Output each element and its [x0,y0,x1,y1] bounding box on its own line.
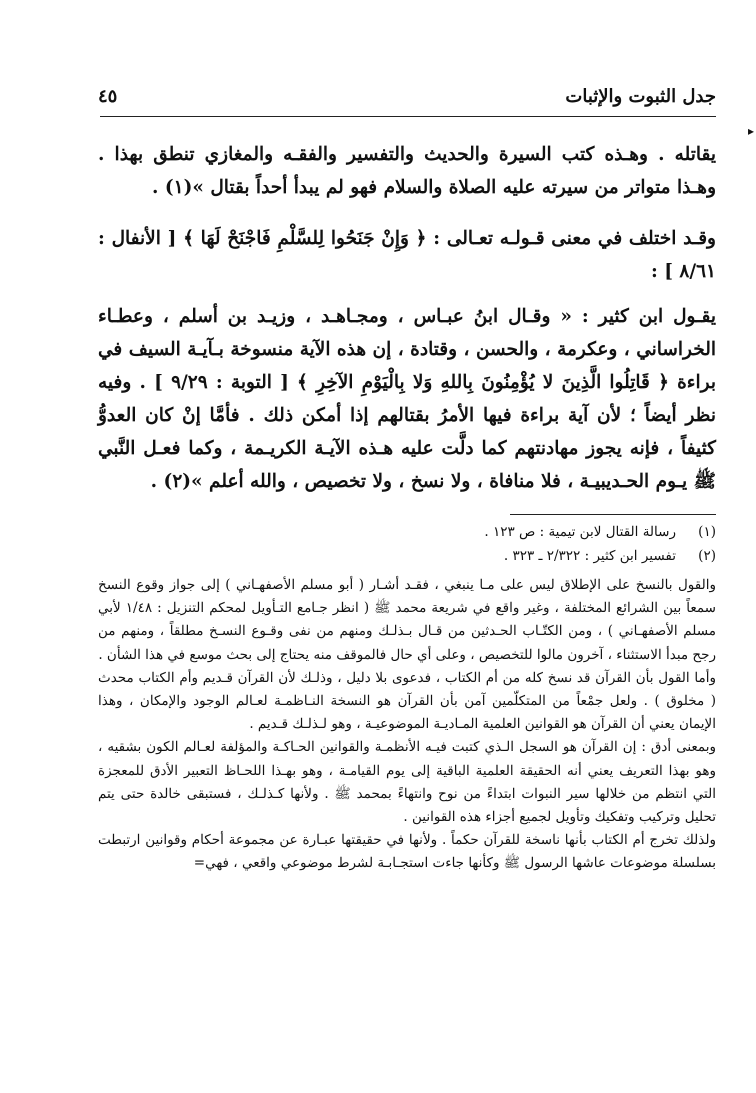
header-rule [100,116,716,117]
footnote-number: (١) [698,524,716,540]
footnote-separator [510,514,716,515]
footnote-text: رسالة القتال لابن تيمية : ص ١٢٣ . [484,524,676,540]
margin-mark: ▸ [748,124,755,138]
footnote-item [98,520,716,544]
footnote-paragraph: والقول بالنسخ على الإطلاق ليس على مـا ينبغي ، فقـد أشـار ( أبو مسلم الأصفهـاني ) إلى جواز وقوع النسخ سمعاً بين الشرائع المختلفة ، وغير واقع في شريعة محمد ﷺ ( انظر جـامع التـأويل لمحكم التنزيل : ١/٤٨ لأبي مسلم الأصفهـاني ) ، ومن الكتّـاب الحـدثين من قـال بـذلـك ومنهم من نفى وقـوع النسـخ مطلقاً ، ومنهم من رجح مبدأ الاستثناء ، آخرون مالوا للتخصيص ، وعلى أي حال فالموقف منه يحتاج إلى بحث موسع في هذا الشأن . [98,577,716,663]
footnote-paragraph: وأما القول بأن القرآن قد نسخ كله من أم الكتاب ، فدعوى بلا دليل ، وذلـك لأن القرآن قـديم وأم الكتاب محدث ( مخلوق ) . ولعل جمْعاً من المتكلّمين آمن بأن القرآن هو النسخة النـاظمـة لعـالم الوجود والإمكان ، وهذا الإيمان يعني أن القرآن هو القوانين العلمية المـاديـة الموضوعيـة ، وهو لـذلـك قـديم . [98,669,716,733]
footnote-commentary [98,574,716,876]
footnote-paragraph: وبمعنى أدق : إن القرآن هو السجل الـذي كتبت فيـه الأنظمـة والقوانين الحـاكـة والمؤلفة لعـالم الكون بشقيه ، وهو بهذا التعريف يعني أنه الحقيقة العلمية الباقية إلى يوم القيامـة ، وهو بهـذا اللحـاظ التعبير الأدق للمعجزة التي انتظم من خلالها سير النبوات ابتداءً من نوح وانتهاءً بمحمد ﷺ . ولأنها كـذلـك ، فستبقى خالدة حتى يتم تحليل وتركيب وتفكيك وتأويل لجميع أجزاء هذه القوانين . [98,739,716,826]
page-number: ٤٥ [98,86,118,107]
footnote-list [98,520,716,568]
header-title: جدل الثبوت والإثبات [565,86,716,107]
footnote-text: تفسير ابن كثير : ٢/٣٢٢ ـ ٣٢٣ . [503,548,676,564]
footnote-paragraph: ولذلك تخرج أم الكتاب بأنها ناسخة للقرآن حكماً . ولأنها في حقيقتها عبـارة عن مجموعة أحكام وقوانين ارتبطت بسلسلة موضوعات عاشها الرسول ﷺ وكأنها جاءت استجـابـة لشرط موضوعي واقعي ، فهي= [98,832,716,872]
paragraph-1: يقاتله . وهـذه كتب السيرة والحديث والتفسير والفقـه والمغازي تنطق بهذا . وهـذا متواتر من سيرته عليه الصلاة والسلام فهو لم يبدأ أحداً بقتال »(١) . [98,144,716,198]
paragraph-3-ibn-kathir-quote: يقـول ابن كثير : « وقـال ابنُ عبـاس ، ومجـاهـد ، وزيـد بن أسلم ، وعطـاء الخراساني ، وعكرمة ، والحسن ، وقتادة ، إن هذه الآية منسوخة بـآيـة السيف في براءة ﴿ قَاتِلُوا الَّذِينَ لا يُؤْمِنُونَ بِاللهِ وَلا بِالْيَوْمِ الآخِرِ ﴾ [ التوبة : ٩/٢٩ ] . وفيه نظر أيضاً ؛ لأن آية براءة فيها الأمرُ بقتالهم إذا أمكن ذلك . فأمَّا إنْ كان العدوُّ كثيفاً ، فإنه يجوز مهادنتهم كما دلَّت عليه هـذه الآيـة الكريـمة ، وكما فعـل النَّبي ﷺ يـوم الحـديبيـة ، فلا منافاة ، ولا نسخ ، ولا تخصيص ، والله أعلم »(٢) . [98,306,717,492]
running-header [98,86,716,114]
footnote-number: (٢) [698,548,716,564]
paragraph-2-quran-verse: وقـد اختلف في معنى قـولـه تعـالى : ﴿ وَإِنْ جَنَحُوا لِلسَّلْمِ فَاجْنَحْ لَهَا ﴾ [ الأنفال : ٨/٦١ ] : [98,228,716,282]
footnote-item [98,544,716,568]
